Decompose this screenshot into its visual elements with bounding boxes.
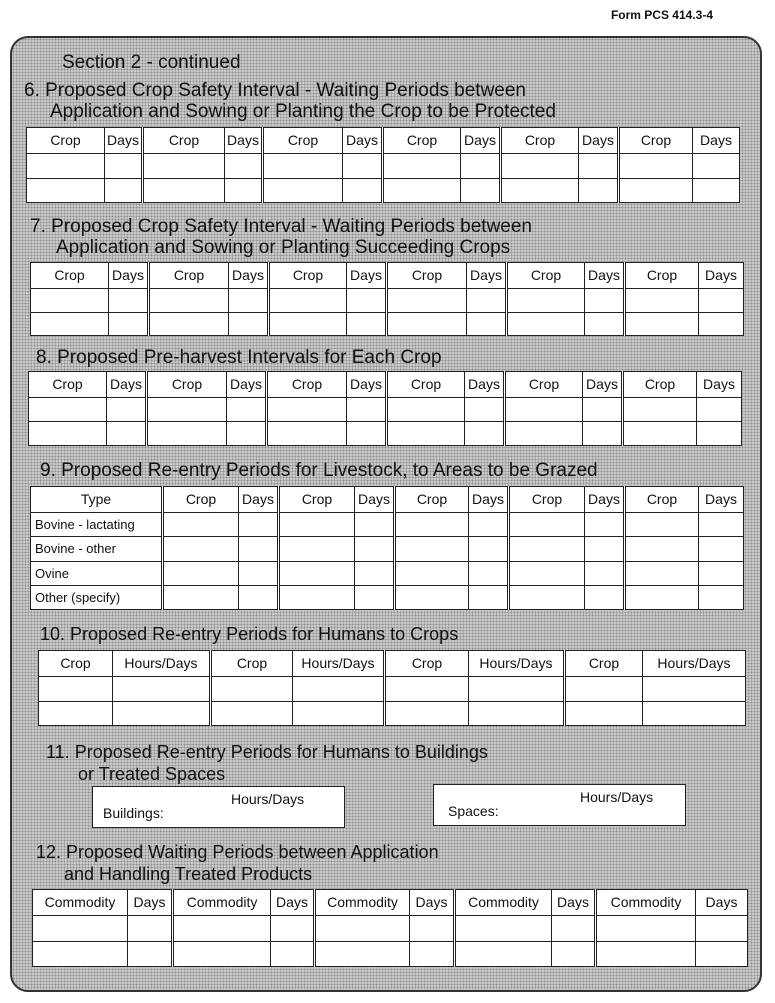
- buildings-label: Buildings:: [103, 805, 164, 821]
- q6-header-crop-4: Crop: [383, 128, 461, 154]
- q11-title-line2: or Treated Spaces: [78, 764, 226, 784]
- q12-header-commodity-5: Commodity: [596, 890, 696, 916]
- buildings-unit: Hours/Days: [231, 791, 305, 807]
- input-cell[interactable]: [279, 513, 355, 537]
- section-heading: Section 2 - continued: [62, 52, 241, 73]
- q9-table: [30, 486, 744, 610]
- input-cell[interactable]: [105, 154, 143, 179]
- input-cell[interactable]: [501, 178, 579, 203]
- q12-header-days-2: Days: [271, 890, 315, 916]
- input-cell[interactable]: [585, 585, 625, 609]
- spaces-field[interactable]: [433, 784, 686, 826]
- q6-header-days-1: Days: [105, 128, 143, 154]
- input-cell[interactable]: [347, 289, 387, 313]
- q9-header-crop-3: Crop: [395, 487, 469, 513]
- input-cell[interactable]: [269, 312, 347, 336]
- input-cell[interactable]: [509, 513, 585, 537]
- table-row: [33, 916, 748, 942]
- input-cell[interactable]: [355, 513, 395, 537]
- input-cell[interactable]: [507, 289, 585, 313]
- input-cell[interactable]: [410, 916, 455, 942]
- input-cell[interactable]: [643, 677, 746, 702]
- table-row: [29, 398, 742, 422]
- input-cell[interactable]: [343, 178, 383, 203]
- q7-header-crop-3: Crop: [269, 263, 347, 289]
- q11-title-line1: 11. Proposed Re-entry Periods for Humans to Buildings: [46, 742, 488, 762]
- q12-header-days-1: Days: [128, 890, 173, 916]
- input-cell[interactable]: [505, 422, 583, 446]
- table-row: [33, 941, 748, 967]
- input-cell[interactable]: [461, 154, 501, 179]
- table-row: [29, 422, 742, 446]
- q8-header-days-3: Days: [347, 372, 387, 398]
- input-cell[interactable]: [699, 289, 744, 313]
- q8-header-crop-2: Crop: [147, 372, 227, 398]
- input-cell[interactable]: [315, 916, 410, 942]
- q9-header-crop-5: Crop: [625, 487, 699, 513]
- input-cell[interactable]: [465, 422, 505, 446]
- input-cell[interactable]: [625, 289, 699, 313]
- input-cell[interactable]: [239, 561, 279, 585]
- input-cell[interactable]: [625, 561, 699, 585]
- input-cell[interactable]: [625, 585, 699, 609]
- input-cell[interactable]: [696, 916, 748, 942]
- q6-header-days-2: Days: [225, 128, 263, 154]
- q7-title-line2: Application and Sowing or Planting Succeeding Crops: [56, 237, 511, 258]
- table-row: [31, 513, 744, 537]
- input-cell[interactable]: [239, 513, 279, 537]
- table-row: [39, 701, 746, 726]
- q8-header-days-5: Days: [583, 372, 623, 398]
- input-cell[interactable]: [107, 398, 147, 422]
- input-cell[interactable]: [585, 537, 625, 561]
- q6-header-days-4: Days: [461, 128, 501, 154]
- input-cell[interactable]: [229, 312, 269, 336]
- q7-header-days-1: Days: [109, 263, 149, 289]
- input-cell[interactable]: [395, 561, 469, 585]
- input-cell[interactable]: [107, 422, 147, 446]
- input-cell[interactable]: [279, 537, 355, 561]
- table-row: [39, 677, 746, 702]
- q10-header-crop-1: Crop: [39, 651, 113, 677]
- input-cell[interactable]: [293, 701, 385, 726]
- input-cell[interactable]: [579, 154, 619, 179]
- input-cell[interactable]: [469, 677, 565, 702]
- input-cell[interactable]: [505, 398, 583, 422]
- input-cell[interactable]: [267, 398, 347, 422]
- input-cell[interactable]: [455, 916, 552, 942]
- q9-header-days-1: Days: [239, 487, 279, 513]
- q12-title-line2: and Handling Treated Products: [64, 864, 313, 884]
- q9-row-label-other: Other (specify): [31, 585, 163, 609]
- q7-header-days-5: Days: [585, 263, 625, 289]
- input-cell[interactable]: [625, 537, 699, 561]
- input-cell[interactable]: [509, 561, 585, 585]
- input-cell[interactable]: [469, 701, 565, 726]
- input-cell[interactable]: [347, 422, 387, 446]
- q10-header-hours-1: Hours/Days: [113, 651, 211, 677]
- input-cell[interactable]: [585, 513, 625, 537]
- input-cell[interactable]: [263, 154, 343, 179]
- q8-header-crop-4: Crop: [387, 372, 465, 398]
- q9-header-crop-1: Crop: [163, 487, 239, 513]
- input-cell[interactable]: [109, 312, 149, 336]
- input-cell[interactable]: [461, 178, 501, 203]
- q7-header-crop-6: Crop: [625, 263, 699, 289]
- q12-header-commodity-4: Commodity: [455, 890, 552, 916]
- input-cell[interactable]: [596, 916, 696, 942]
- input-cell[interactable]: [279, 585, 355, 609]
- input-cell[interactable]: [623, 398, 697, 422]
- input-cell[interactable]: [383, 154, 461, 179]
- input-cell[interactable]: [163, 513, 239, 537]
- input-cell[interactable]: [699, 537, 744, 561]
- q10-header-crop-3: Crop: [385, 651, 469, 677]
- input-cell[interactable]: [583, 422, 623, 446]
- q12-header-commodity-3: Commodity: [315, 890, 410, 916]
- input-cell[interactable]: [128, 941, 173, 967]
- table-row: [31, 585, 744, 609]
- input-cell[interactable]: [552, 941, 596, 967]
- form-number: Form PCS 414.3-4: [610, 8, 713, 22]
- q6-header-crop-6: Crop: [619, 128, 693, 154]
- input-cell[interactable]: [293, 677, 385, 702]
- q8-header-days-4: Days: [465, 372, 505, 398]
- q12-title-line1: 12. Proposed Waiting Periods between Application: [36, 842, 439, 862]
- input-cell[interactable]: [509, 585, 585, 609]
- q8-header-days-2: Days: [227, 372, 267, 398]
- input-cell[interactable]: [467, 312, 507, 336]
- q7-header-days-2: Days: [229, 263, 269, 289]
- q9-header-days-3: Days: [469, 487, 509, 513]
- q6-header-crop-1: Crop: [27, 128, 105, 154]
- input-cell[interactable]: [565, 677, 643, 702]
- input-cell[interactable]: [128, 916, 173, 942]
- input-cell[interactable]: [693, 178, 740, 203]
- q10-header-crop-4: Crop: [565, 651, 643, 677]
- q7-title-line1: 7. Proposed Crop Safety Interval - Waiting Periods between: [30, 216, 532, 237]
- q8-table: [28, 371, 742, 446]
- q6-header-days-3: Days: [343, 128, 383, 154]
- q7-header-crop-1: Crop: [31, 263, 109, 289]
- input-cell[interactable]: [105, 178, 143, 203]
- input-cell[interactable]: [27, 178, 105, 203]
- input-cell[interactable]: [699, 312, 744, 336]
- input-cell[interactable]: [31, 312, 109, 336]
- q8-title: 8. Proposed Pre-harvest Intervals for Each Crop: [36, 347, 442, 368]
- q10-header-hours-3: Hours/Days: [469, 651, 565, 677]
- input-cell[interactable]: [387, 312, 467, 336]
- input-cell[interactable]: [697, 422, 742, 446]
- input-cell[interactable]: [147, 398, 227, 422]
- input-cell[interactable]: [697, 398, 742, 422]
- q9-row-label-ovine: Ovine: [31, 561, 163, 585]
- input-cell[interactable]: [211, 677, 293, 702]
- q7-header-crop-4: Crop: [387, 263, 467, 289]
- buildings-field[interactable]: [92, 786, 345, 828]
- input-cell[interactable]: [271, 941, 315, 967]
- input-cell[interactable]: [509, 537, 585, 561]
- input-cell[interactable]: [29, 398, 107, 422]
- input-cell[interactable]: [585, 312, 625, 336]
- input-cell[interactable]: [383, 178, 461, 203]
- input-cell[interactable]: [583, 398, 623, 422]
- q12-header-days-5: Days: [696, 890, 748, 916]
- input-cell[interactable]: [585, 561, 625, 585]
- input-cell[interactable]: [387, 289, 467, 313]
- table-row: [27, 178, 740, 203]
- q12-header-days-3: Days: [410, 890, 455, 916]
- input-cell[interactable]: [269, 289, 347, 313]
- input-cell[interactable]: [355, 537, 395, 561]
- q9-header-days-4: Days: [585, 487, 625, 513]
- input-cell[interactable]: [29, 422, 107, 446]
- q8-header-crop-3: Crop: [267, 372, 347, 398]
- input-cell[interactable]: [113, 677, 211, 702]
- input-cell[interactable]: [39, 677, 113, 702]
- q9-header-crop-2: Crop: [279, 487, 355, 513]
- input-cell[interactable]: [263, 178, 343, 203]
- input-cell[interactable]: [33, 941, 128, 967]
- input-cell[interactable]: [211, 701, 293, 726]
- input-cell[interactable]: [387, 422, 465, 446]
- input-cell[interactable]: [693, 154, 740, 179]
- q7-header-crop-2: Crop: [149, 263, 229, 289]
- input-cell[interactable]: [163, 561, 239, 585]
- input-cell[interactable]: [267, 422, 347, 446]
- q9-header-days-5: Days: [699, 487, 744, 513]
- input-cell[interactable]: [39, 701, 113, 726]
- table-row: [31, 312, 744, 336]
- input-cell[interactable]: [643, 701, 746, 726]
- q10-table: [38, 650, 746, 726]
- q6-header-days-5: Days: [579, 128, 619, 154]
- q7-header-days-3: Days: [347, 263, 387, 289]
- table-row: [31, 561, 744, 585]
- q12-header-days-4: Days: [552, 890, 596, 916]
- input-cell[interactable]: [143, 178, 225, 203]
- q6-title-line2: Application and Sowing or Planting the Crop to be Protected: [50, 101, 556, 122]
- q7-header-days-4: Days: [467, 263, 507, 289]
- table-row: [31, 289, 744, 313]
- q6-header-crop-3: Crop: [263, 128, 343, 154]
- input-cell[interactable]: [147, 422, 227, 446]
- input-cell[interactable]: [625, 513, 699, 537]
- input-cell[interactable]: [33, 916, 128, 942]
- input-cell[interactable]: [227, 422, 267, 446]
- input-cell[interactable]: [227, 398, 267, 422]
- q9-row-label-bovine-lactating: Bovine - lactating: [31, 513, 163, 537]
- input-cell[interactable]: [585, 289, 625, 313]
- input-cell[interactable]: [109, 289, 149, 313]
- q12-header-commodity-2: Commodity: [173, 890, 271, 916]
- q8-header-days-1: Days: [107, 372, 147, 398]
- q6-header-crop-2: Crop: [143, 128, 225, 154]
- q7-header-crop-5: Crop: [507, 263, 585, 289]
- input-cell[interactable]: [279, 561, 355, 585]
- q7-header-days-6: Days: [699, 263, 744, 289]
- input-cell[interactable]: [395, 513, 469, 537]
- input-cell[interactable]: [355, 561, 395, 585]
- input-cell[interactable]: [699, 561, 744, 585]
- input-cell[interactable]: [619, 178, 693, 203]
- input-cell[interactable]: [469, 561, 509, 585]
- input-cell[interactable]: [271, 916, 315, 942]
- input-cell[interactable]: [347, 398, 387, 422]
- input-cell[interactable]: [455, 941, 552, 967]
- table-row: [27, 154, 740, 179]
- input-cell[interactable]: [347, 312, 387, 336]
- q9-header-crop-4: Crop: [509, 487, 585, 513]
- q7-table: [30, 262, 744, 336]
- q8-header-days-6: Days: [697, 372, 742, 398]
- input-cell[interactable]: [699, 585, 744, 609]
- input-cell[interactable]: [239, 537, 279, 561]
- input-cell[interactable]: [163, 585, 239, 609]
- input-cell[interactable]: [143, 154, 225, 179]
- q6-header-days-6: Days: [693, 128, 740, 154]
- q10-header-hours-2: Hours/Days: [293, 651, 385, 677]
- input-cell[interactable]: [619, 154, 693, 179]
- input-cell[interactable]: [395, 585, 469, 609]
- input-cell[interactable]: [625, 312, 699, 336]
- input-cell[interactable]: [552, 916, 596, 942]
- input-cell[interactable]: [565, 701, 643, 726]
- input-cell[interactable]: [149, 312, 229, 336]
- input-cell[interactable]: [465, 398, 505, 422]
- input-cell[interactable]: [387, 398, 465, 422]
- q8-header-crop-6: Crop: [623, 372, 697, 398]
- input-cell[interactable]: [385, 677, 469, 702]
- input-cell[interactable]: [355, 585, 395, 609]
- input-cell[interactable]: [315, 941, 410, 967]
- input-cell[interactable]: [507, 312, 585, 336]
- q10-title: 10. Proposed Re-entry Periods for Humans to Crops: [40, 624, 459, 644]
- q6-table: [26, 127, 740, 203]
- input-cell[interactable]: [385, 701, 469, 726]
- q10-header-crop-2: Crop: [211, 651, 293, 677]
- spaces-label: Spaces:: [448, 803, 499, 819]
- input-cell[interactable]: [225, 154, 263, 179]
- input-cell[interactable]: [467, 289, 507, 313]
- input-cell[interactable]: [699, 513, 744, 537]
- input-cell[interactable]: [343, 154, 383, 179]
- q8-header-crop-1: Crop: [29, 372, 107, 398]
- input-cell[interactable]: [410, 941, 455, 967]
- q12-table: [32, 889, 748, 967]
- input-cell[interactable]: [501, 154, 579, 179]
- input-cell[interactable]: [696, 941, 748, 967]
- input-cell[interactable]: [31, 289, 109, 313]
- q8-header-crop-5: Crop: [505, 372, 583, 398]
- q12-header-commodity-1: Commodity: [33, 890, 128, 916]
- input-cell[interactable]: [163, 537, 239, 561]
- input-cell[interactable]: [173, 941, 271, 967]
- table-row: [31, 537, 744, 561]
- input-cell[interactable]: [225, 178, 263, 203]
- input-cell[interactable]: [469, 537, 509, 561]
- q6-title-line1: 6. Proposed Crop Safety Interval - Waiting Periods between: [24, 80, 526, 101]
- input-cell[interactable]: [239, 585, 279, 609]
- input-cell[interactable]: [113, 701, 211, 726]
- input-cell[interactable]: [623, 422, 697, 446]
- input-cell[interactable]: [173, 916, 271, 942]
- input-cell[interactable]: [27, 154, 105, 179]
- q9-header-type: Type: [31, 487, 163, 513]
- input-cell[interactable]: [149, 289, 229, 313]
- input-cell[interactable]: [579, 178, 619, 203]
- input-cell[interactable]: [395, 537, 469, 561]
- input-cell[interactable]: [229, 289, 269, 313]
- q6-header-crop-5: Crop: [501, 128, 579, 154]
- input-cell[interactable]: [469, 585, 509, 609]
- input-cell[interactable]: [596, 941, 696, 967]
- q10-header-hours-4: Hours/Days: [643, 651, 746, 677]
- q9-title: 9. Proposed Re-entry Periods for Livestock, to Areas to be Grazed: [40, 460, 598, 481]
- input-cell[interactable]: [469, 513, 509, 537]
- q9-header-days-2: Days: [355, 487, 395, 513]
- q9-row-label-bovine-other: Bovine - other: [31, 537, 163, 561]
- spaces-unit: Hours/Days: [580, 789, 654, 805]
